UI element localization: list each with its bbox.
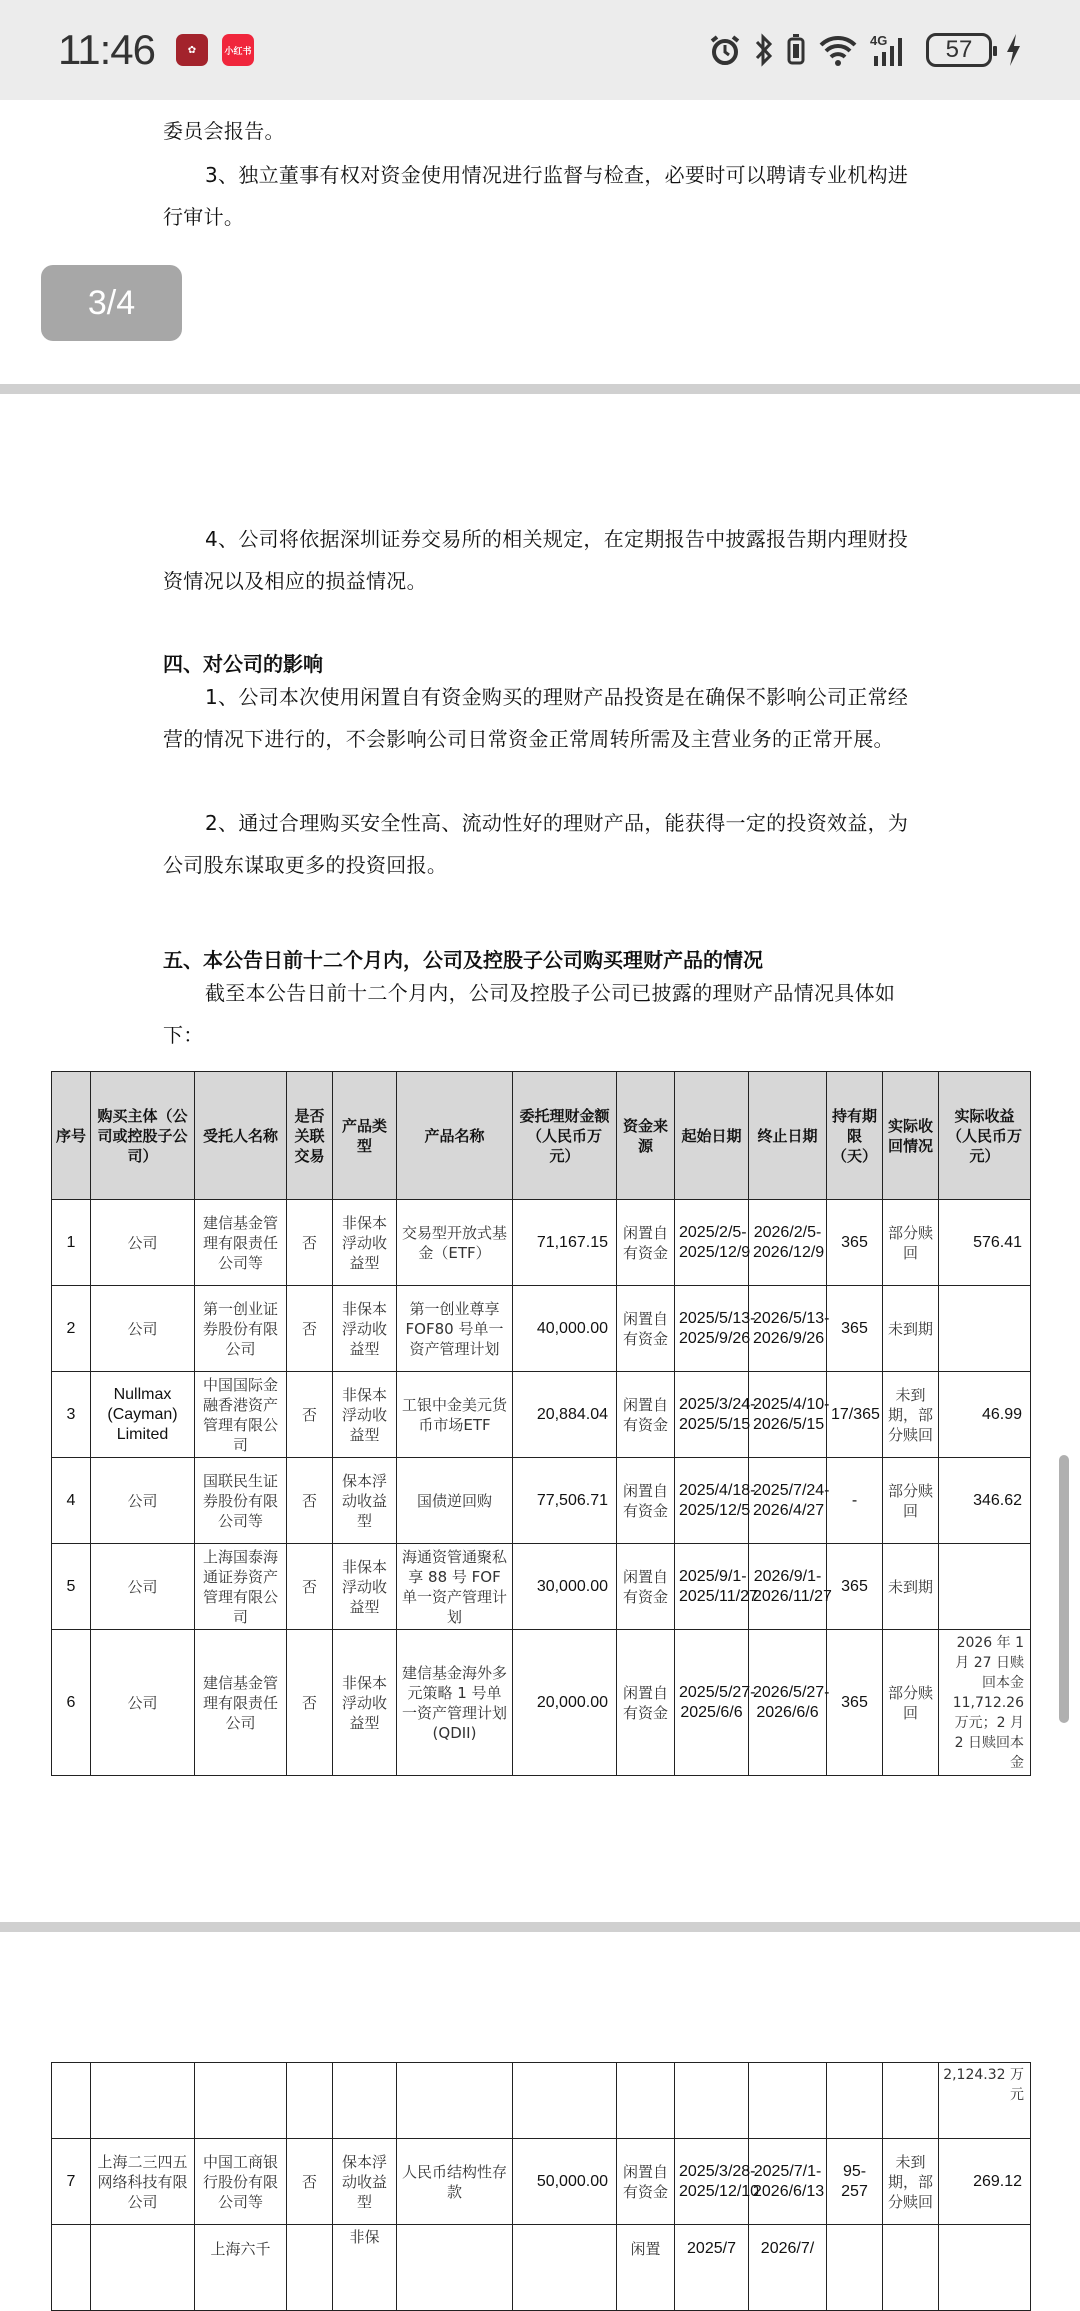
- table-row: [52, 1372, 1031, 1458]
- header-buyer: 购买主体（公司或控股子公司）: [91, 1072, 195, 1200]
- cell-recovery: 未到期，部分赎回: [883, 2139, 939, 2225]
- page-separator: [0, 1922, 1080, 1932]
- cell-fund-source: 闲置自有资金: [617, 1200, 675, 1286]
- cell-trustee: 中国工商银行股份有限公司等: [195, 2139, 287, 2225]
- cell-product-type: 保本浮动收益型: [333, 2139, 397, 2225]
- cell-trustee: 上海国泰海通证券资产管理有限公司: [195, 1544, 287, 1630]
- header-related: 是否关联交易: [287, 1072, 333, 1200]
- cell-seq: 2: [52, 1286, 91, 1372]
- cell-product-name: 第一创业尊享 FOF80 号单一资产管理计划: [397, 1286, 513, 1372]
- cell-buyer: 上海二三四五网络科技有限公司: [91, 2139, 195, 2225]
- cell-start-date: 2025/2/5-2025/12/9: [675, 1200, 749, 1286]
- wifi-icon: [818, 32, 858, 68]
- cell-start-date: 2025/3/24-2025/5/15: [675, 1372, 749, 1458]
- financial-products-table-continued: [51, 2062, 1031, 2311]
- cell-recovery: 部分赎回: [883, 1630, 939, 1776]
- status-bar: [0, 0, 1080, 100]
- cell-product-name: 建信基金海外多元策略 1 号单一资产管理计划 (QDII): [397, 1630, 513, 1776]
- charging-icon: [1004, 32, 1022, 68]
- cell-end-date: 2025/7/24-2026/4/27: [749, 1458, 827, 1544]
- cell-start-date: 2025/3/28-2025/12/10: [675, 2139, 749, 2225]
- cell-fund-source: 闲置: [617, 2225, 675, 2311]
- cell-income-continued: 2,124.32 万元: [939, 2063, 1031, 2139]
- paragraph-3: 3、独立董事有权对资金使用情况进行监督与检查，必要时可以聘请专业机构进行审计。: [163, 163, 909, 229]
- cell-amount: 50,000.00: [513, 2139, 617, 2225]
- cell-fund-source: 闲置自有资金: [617, 1286, 675, 1372]
- table-row-continuation: [52, 2063, 1031, 2139]
- cell-related: 否: [287, 1200, 333, 1286]
- cell-holding-period: 365: [827, 1544, 883, 1630]
- cell-seq: 5: [52, 1544, 91, 1630]
- cell-amount: 71,167.15: [513, 1200, 617, 1286]
- cell-trustee: 第一创业证券股份有限公司: [195, 1286, 287, 1372]
- cell-related: 否: [287, 1372, 333, 1458]
- cell-seq: 7: [52, 2139, 91, 2225]
- cell-end-date: 2025/4/10-2026/5/15: [749, 1372, 827, 1458]
- cell-product-type: 非保本浮动收益型: [333, 1544, 397, 1630]
- header-holding-period: 持有期限（天）: [827, 1072, 883, 1200]
- cell-fund-source: 闲置自有资金: [617, 1372, 675, 1458]
- cell-amount: 40,000.00: [513, 1286, 617, 1372]
- cell-seq: 6: [52, 1630, 91, 1776]
- cell-buyer: 公司: [91, 1458, 195, 1544]
- table-row: [52, 1286, 1031, 1372]
- 4g-signal-icon: [870, 32, 914, 68]
- cell-trustee: 国联民生证券股份有限公司等: [195, 1458, 287, 1544]
- cell-product-name: 人民币结构性存款: [397, 2139, 513, 2225]
- header-income: 实际收益（人民币万元）: [939, 1072, 1031, 1200]
- status-icons: [708, 30, 1022, 70]
- table-row: [52, 1544, 1031, 1630]
- cell-trustee: 建信基金管理有限责任公司: [195, 1630, 287, 1776]
- cell-related: 否: [287, 1286, 333, 1372]
- table-row: [52, 2139, 1031, 2225]
- bluetooth-icon: [754, 32, 774, 68]
- cell-amount: 30,000.00: [513, 1544, 617, 1630]
- cell-income: 269.12: [939, 2139, 1031, 2225]
- cell-start-date: 2025/5/27-2025/6/6: [675, 1630, 749, 1776]
- document-page-3: [0, 100, 1080, 385]
- cell-end-date: 2026/7/: [749, 2225, 827, 2311]
- header-amount: 委托理财金额（人民币万元）: [513, 1072, 617, 1200]
- table-row: [52, 1630, 1031, 1776]
- header-end-date: 终止日期: [749, 1072, 827, 1200]
- cell-buyer: Nullmax (Cayman) Limited: [91, 1372, 195, 1458]
- cell-holding-period: 365: [827, 1200, 883, 1286]
- cell-amount: 77,506.71: [513, 1458, 617, 1544]
- section-4-paragraph-1: 1、公司本次使用闲置自有资金购买的理财产品投资是在确保不影响公司正常经营的情况下进行的，不会影响公司日常资金正常周转所需及主营业务的正常开展。: [163, 685, 909, 751]
- cell-start-date: 2025/5/13-2025/9/26: [675, 1286, 749, 1372]
- cell-income: [939, 1544, 1031, 1630]
- cell-product-name: 交易型开放式基金（ETF）: [397, 1200, 513, 1286]
- table-header-row: [52, 1072, 1031, 1200]
- cell-income: 2026 年 1 月 27 日赎回本金 11,712.26 万元；2 月 2 日赎回本金: [939, 1630, 1031, 1776]
- cell-income: 346.62: [939, 1458, 1031, 1544]
- cell-fund-source: 闲置自有资金: [617, 1544, 675, 1630]
- header-product-type: 产品类型: [333, 1072, 397, 1200]
- cell-recovery: 未到期，部分赎回: [883, 1372, 939, 1458]
- cell-holding-period: -: [827, 1458, 883, 1544]
- cell-income: [939, 1286, 1031, 1372]
- table-row: [52, 1458, 1031, 1544]
- cell-end-date: 2026/2/5-2026/12/9: [749, 1200, 827, 1286]
- alarm-icon: [708, 32, 742, 68]
- section-4-title: 四、对公司的影响: [163, 652, 323, 676]
- cell-start-date: 2025/4/18-2025/12/5: [675, 1458, 749, 1544]
- xiaohongshu-app-icon: 小红书: [222, 34, 254, 66]
- paragraph-continued: 委员会报告。: [163, 119, 285, 143]
- cell-product-name: 海通资管通聚私享 88 号 FOF 单一资产管理计划: [397, 1544, 513, 1630]
- header-recovery: 实际收回情况: [883, 1072, 939, 1200]
- cell-seq: 3: [52, 1372, 91, 1458]
- cell-start-date: 2025/9/1-2025/11/27: [675, 1544, 749, 1630]
- cell-recovery: 未到期: [883, 1544, 939, 1630]
- cell-product-name: 国债逆回购: [397, 1458, 513, 1544]
- cell-trustee: 中国国际金融香港资产管理有限公司: [195, 1372, 287, 1458]
- cell-recovery: 未到期: [883, 1286, 939, 1372]
- cell-product-type: 非保本浮动收益型: [333, 1630, 397, 1776]
- header-start-date: 起始日期: [675, 1072, 749, 1200]
- table-row-partial: [52, 2225, 1031, 2311]
- paragraph-4: 4、公司将依据深圳证券交易所的相关规定，在定期报告中披露报告期内理财投资情况以及相应的损益情况。: [163, 527, 909, 593]
- table-row: [52, 1200, 1031, 1286]
- cell-related: 否: [287, 1458, 333, 1544]
- huawei-app-icon: ✿: [176, 34, 208, 66]
- cell-trustee: 建信基金管理有限责任公司等: [195, 1200, 287, 1286]
- header-fund-source: 资金来源: [617, 1072, 675, 1200]
- cell-product-type: 非保本浮动收益型: [333, 1286, 397, 1372]
- cell-fund-source: 闲置自有资金: [617, 2139, 675, 2225]
- cell-related: 否: [287, 1544, 333, 1630]
- cell-end-date: 2026/5/27-2026/6/6: [749, 1630, 827, 1776]
- cell-related: 否: [287, 2139, 333, 2225]
- cell-start-date: 2025/7: [675, 2225, 749, 2311]
- cell-fund-source: 闲置自有资金: [617, 1630, 675, 1776]
- cell-holding-period: 365: [827, 1630, 883, 1776]
- cell-recovery: 部分赎回: [883, 1458, 939, 1544]
- scrollbar[interactable]: [1059, 1455, 1069, 1723]
- cell-buyer: 公司: [91, 1630, 195, 1776]
- header-seq: 序号: [52, 1072, 91, 1200]
- page-indicator: 3/4: [41, 265, 182, 341]
- status-time: 11:46: [58, 26, 155, 73]
- financial-products-table: [51, 1071, 1031, 1776]
- cell-end-date: 2026/9/1-2026/11/27: [749, 1544, 827, 1630]
- battery-indicator: 57: [926, 33, 992, 67]
- cell-trustee: 上海六千: [195, 2225, 287, 2311]
- section-5-paragraph-1: 截至本公告日前十二个月内，公司及控股子公司已披露的理财产品情况具体如下：: [163, 981, 896, 1047]
- section-5-title: 五、本公告日前十二个月内，公司及控股子公司购买理财产品的情况: [163, 948, 763, 972]
- header-trustee: 受托人名称: [195, 1072, 287, 1200]
- cell-end-date: 2026/5/13-2026/9/26: [749, 1286, 827, 1372]
- cell-holding-period: 95-257: [827, 2139, 883, 2225]
- cell-end-date: 2025/7/1-2026/6/13: [749, 2139, 827, 2225]
- cell-product-type: 非保本浮动收益型: [333, 1200, 397, 1286]
- cell-product-name: 工银中金美元货币市场ETF: [397, 1372, 513, 1458]
- cell-income: 576.41: [939, 1200, 1031, 1286]
- cell-fund-source: 闲置自有资金: [617, 1458, 675, 1544]
- cell-buyer: 公司: [91, 1544, 195, 1630]
- vibrate-icon: [786, 32, 806, 68]
- cell-recovery: 部分赎回: [883, 1200, 939, 1286]
- cell-buyer: 公司: [91, 1286, 195, 1372]
- cell-seq: 4: [52, 1458, 91, 1544]
- svg-text:4G: 4G: [870, 33, 888, 48]
- cell-amount: 20,884.04: [513, 1372, 617, 1458]
- cell-related: 否: [287, 1630, 333, 1776]
- cell-holding-period: 17/365: [827, 1372, 883, 1458]
- cell-product-type: 非保: [333, 2225, 397, 2311]
- section-4-paragraph-2: 2、通过合理购买安全性高、流动性好的理财产品，能获得一定的投资效益，为公司股东谋取更多的投资回报。: [163, 811, 909, 877]
- cell-seq: 1: [52, 1200, 91, 1286]
- cell-amount: 20,000.00: [513, 1630, 617, 1776]
- cell-product-type: 非保本浮动收益型: [333, 1372, 397, 1458]
- header-product-name: 产品名称: [397, 1072, 513, 1200]
- cell-product-type: 保本浮动收益型: [333, 1458, 397, 1544]
- cell-income: 46.99: [939, 1372, 1031, 1458]
- cell-holding-period: 365: [827, 1286, 883, 1372]
- cell-buyer: 公司: [91, 1200, 195, 1286]
- page-separator: [0, 384, 1080, 394]
